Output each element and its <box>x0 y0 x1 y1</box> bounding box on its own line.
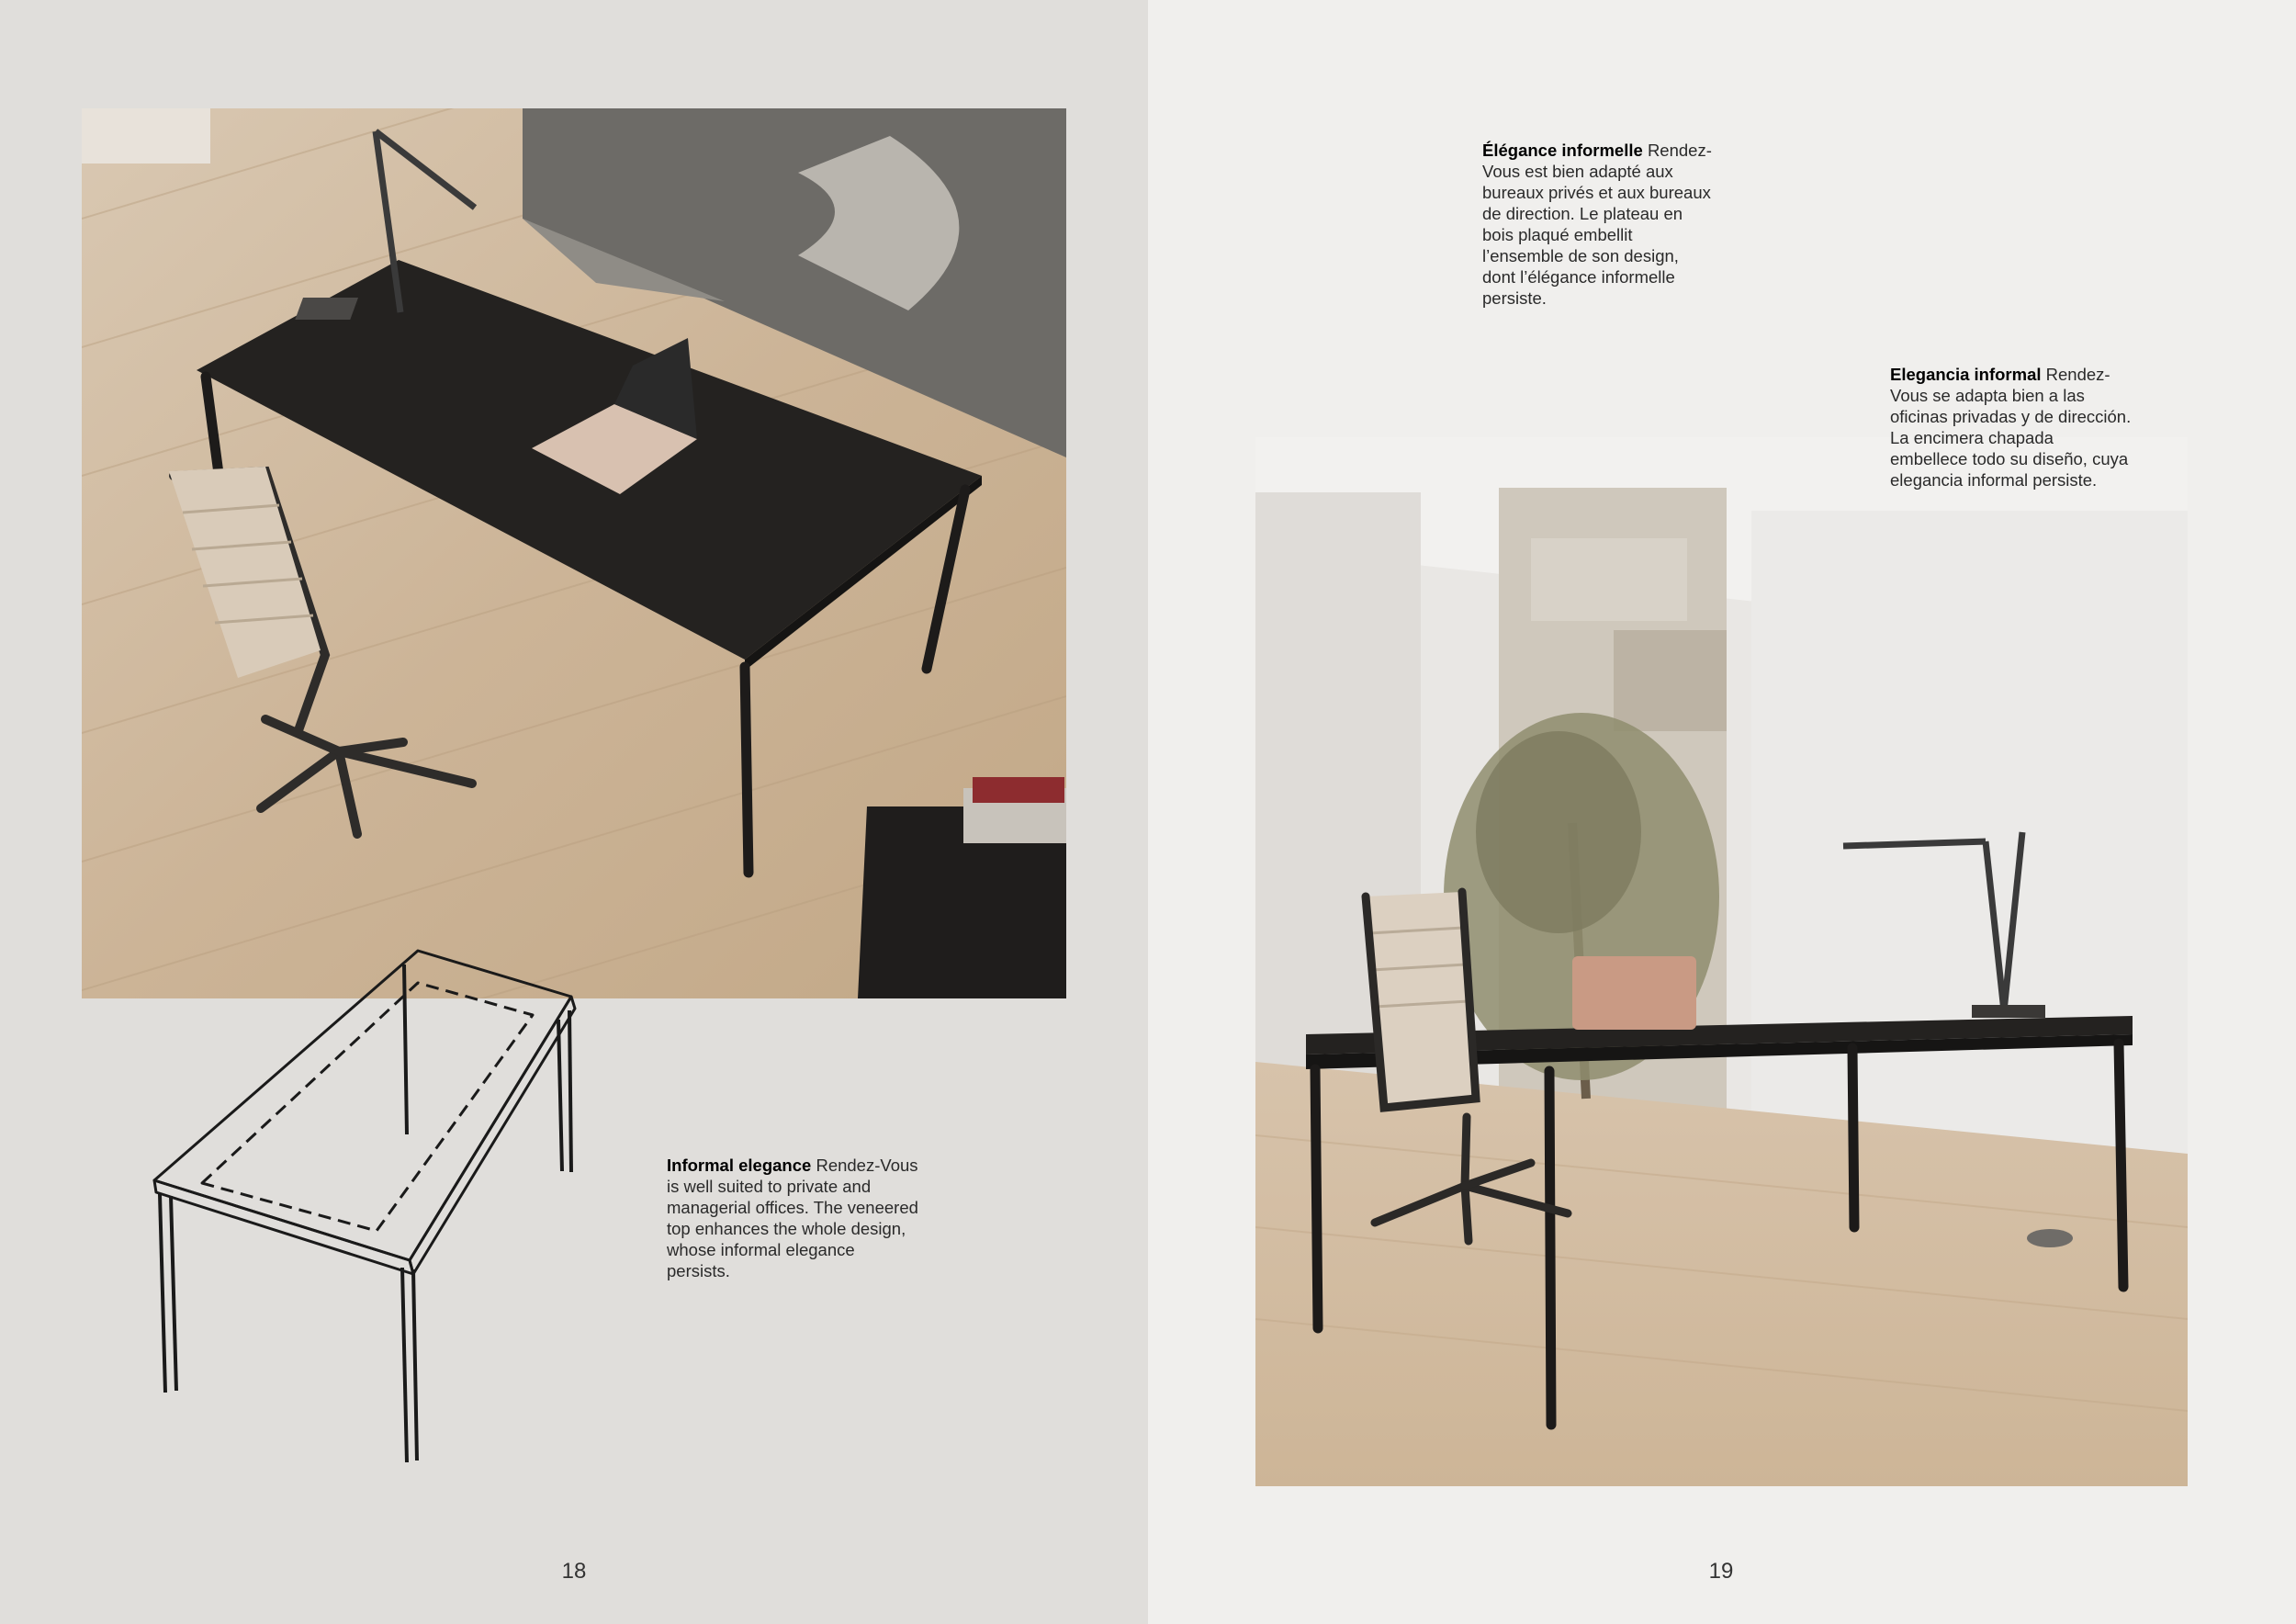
english-caption <box>667 1155 919 1281</box>
page-number-left: 18 <box>561 1559 587 1584</box>
page-number-right: 19 <box>1708 1559 1734 1584</box>
room-desk-photo <box>1255 437 2188 1486</box>
english-caption-body: Rendez-Vous is well suited to private and managerial offices. The veneered top enhances the whole design, whose informal elegance persists. <box>667 1156 918 1280</box>
french-caption-title: Élégance informelle <box>1482 141 1643 160</box>
top-view-desk-photo <box>82 108 1066 998</box>
french-caption <box>1482 140 1716 309</box>
spanish-caption <box>1890 364 2133 491</box>
french-caption-body: Rendez-Vous est bien adapté aux bureaux privés et aux bureaux de direction. Le plateau en bois plaqué embellit l’ensemble de son design, dont l’élégance informelle persiste. <box>1482 141 1712 308</box>
spanish-caption-title: Elegancia informal <box>1890 365 2042 384</box>
desk-line-drawing <box>147 937 625 1534</box>
english-caption-title: Informal elegance <box>667 1156 812 1175</box>
right-page <box>1148 0 2296 1624</box>
spanish-caption-body: Rendez-Vous se adapta bien a las oficinas privadas y de dirección. La encimera chapada embellece todo su diseño, cuya elegancia informal persiste. <box>1890 365 2132 490</box>
